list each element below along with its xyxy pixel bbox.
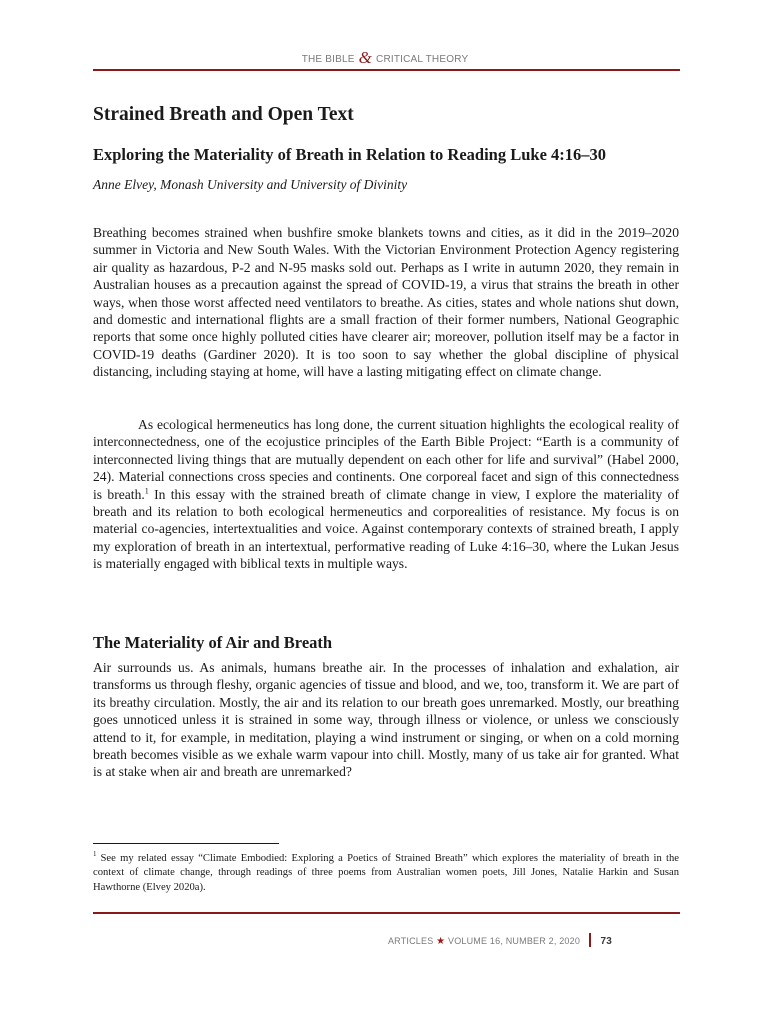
star-icon: ★ [436,936,446,947]
article-subtitle: Exploring the Materiality of Breath in Relation to Reading Luke 4:16–30 [93,145,607,164]
running-head [0,47,770,67]
running-head-ampersand: & [358,48,373,67]
page-number: 73 [600,936,612,947]
article-author: Anne Elvey, Monash University and University of Divinity [93,177,408,192]
footnote-text: See my related essay “Climate Embodied: Exploring a Poetics of Strained Breath” which explores the materiality of breath in the context of climate change, through readings of three poems from Australian women poets, Jill Jones, Natalie Harkin and Susan Hawthorne (Elvey 2020a). [93,853,679,893]
paragraph-2-part-a: As ecological hermeneutics has long done, the current situation highlights the ecological reality of interconnectedness, one of the ecojustice principles of the Earth Bible Project: “Earth is a community of interconnected living things that are mutually dependent on each other for life and survival” (Habel 2000, 24). Material connections cross species and continents. One corporeal facet and sign of this connectedness is breath. [93,417,679,502]
paragraph-2-part-b: In this essay with the strained breath of climate change in view, I explore the materiality of breath and its relation to both ecological hermeneutics and corporealities of resistance. My focus is on material co-agencies, intertextualities and voice. Against contemporary contexts of strained breath, I apply my exploration of breath in an intertextual, performative reading of Luke 4:16–30, where the Lukan Jesus is materially engaged with biblical texts in multiple ways. [93,486,679,572]
paragraph-3: Air surrounds us. As animals, humans breathe air. In the processes of inhalation and exhalation, air transforms us through fleshy, organic agencies of tissue and blood, and we, too, transform it. We are part of its breathy circulation. Mostly, the air and its relation to our breath goes unremarked. Mostly, our breathing goes unnoticed unless it is strained in some way, through illness or violence, or unless we consciously attend to it, for example, in meditation, playing a wind instrument or singing, or when on a cold morning breath becomes visible as we exhale warm vapour into chill. Mostly, many of us take air for granted. What is at stake when air and breath are unremarked? [93,660,679,780]
footnote-reference[interactable]: 1 [144,486,149,496]
running-head-right: CRITICAL THEORY [376,54,469,65]
paragraph-1: Breathing becomes strained when bushfire smoke blankets towns and cities, as it did in the 2019–2020 summer in Victoria and New South Wales. With the Victorian Environment Protection Agency registering air quality as hazardous, P-2 and N-95 masks sold out. Perhaps as I write in autumn 2020, they remain in Australian houses as a precaution against the spread of COVID-19, a virus that strains the breath in other ways, when those worst affected need ventilators to breathe. As cities, states and whole nations shut down, and domestic and international flights are a small fraction of their former numbers, National Geographic reports that some once highly polluted cities have clearer air; moreover, pollution itself may be a factor in COVID-19 deaths (Gardiner 2020). It is too soon to say whether the global discipline of physical distancing, including staying at home, will have a lasting mitigating effect on climate change. [93,225,679,380]
footer-section: ARTICLES [387,936,434,946]
header-rule [93,69,680,71]
article-title: Strained Breath and Open Text [93,104,354,125]
section-heading: The Materiality of Air and Breath [93,633,333,652]
footer [0,933,612,947]
footnote-rule [93,843,279,844]
paragraph-2 [93,416,679,573]
footer-volume: VOLUME 16, NUMBER 2, 2020 [448,936,581,946]
footer-divider [589,933,591,947]
footer-rule [93,912,680,914]
footnote-marker: 1 [93,850,97,859]
footnote [93,852,679,895]
running-head-left: THE BIBLE [301,54,355,65]
